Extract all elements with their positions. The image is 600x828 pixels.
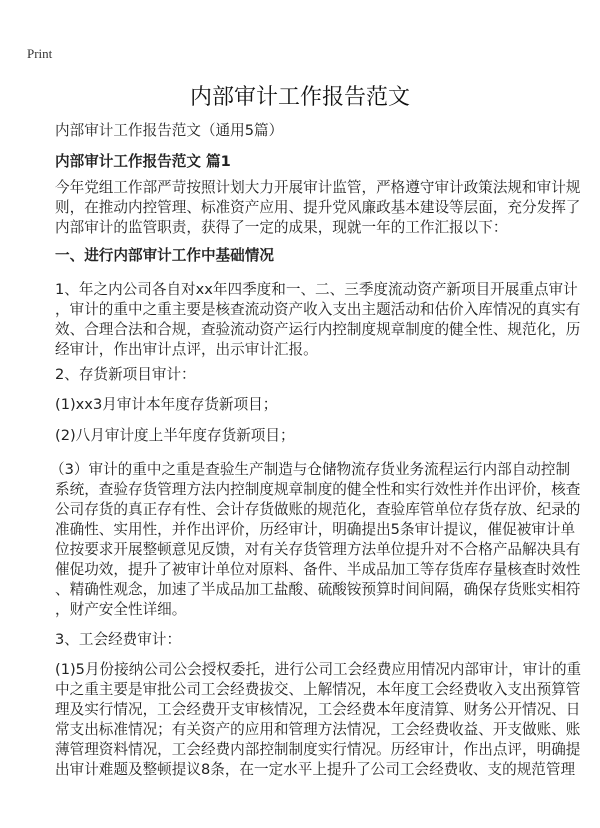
subtitle xyxy=(55,121,555,141)
item2-2 xyxy=(55,426,555,446)
text-line: (1)xx3月审计本年度存货新项目； xyxy=(55,396,278,413)
text-line: 位按要求开展整顿意见反馈，对有关存货管理方法单位提升对不合格产品解决具有 xyxy=(55,541,581,558)
text-line: 内部审计的监管职责，获得了一定的成果，现就一年的工作汇报以下： xyxy=(55,219,508,236)
text-line: 准确性、实用性，并作出评价，历经审计，明确提出5条审计提议，催促被审计单 xyxy=(55,521,576,538)
text-line: 系统，查验存货管理方法内控制度规章制度的健全性和实行效性并作出评价，核查 xyxy=(55,481,581,498)
text-line: 催促功效，提升了被审计单位对原料、备件、半成品加工等存货库存量核查时效性 xyxy=(55,561,581,578)
section-heading-text: 一、进行内部审计工作中基础情况 xyxy=(55,247,274,264)
document-title: 内部审计工作报告范文 xyxy=(189,85,410,110)
text-line: 薄管理资料情况，工会经费内部控制制度实行情况。历经审计，作出点评，明确提 xyxy=(55,741,581,758)
text-line: 1、年之内公司各自对xx年四季度和一、二、三季度流动资产新项目开展重点审计 xyxy=(55,281,578,298)
text-line: 今年党组工作部严苛按照计划大力开展审计监管，严格遵守审计政策法规和审计规 xyxy=(55,179,581,196)
part-heading xyxy=(55,152,555,172)
text-line: 、精确性观念，加速了半成品加工盐酸、硫酸铵预算时间间隔，确保存货账实相符 xyxy=(55,581,581,598)
text-line: 3、工会经费审计： xyxy=(55,631,182,648)
text-line: 理及实行情况，工会经费开支审核情况，工会经费本年度清算、财务公开情况、日 xyxy=(55,701,581,718)
item2-1 xyxy=(55,395,555,415)
item1-paragraph xyxy=(55,280,581,360)
text-line: 则，在推动内控管理、标准资产应用、提升党风廉政基本建设等层面，充分发挥了 xyxy=(55,199,581,216)
item3-1-paragraph xyxy=(55,660,582,780)
text-line: 中之重主要是审批公司工会经费拔交、上解情况，本年度工会经费收入支出预算管 xyxy=(55,681,581,698)
print-link[interactable]: Print xyxy=(27,46,53,61)
text-line: 常支出标准情况；有关资产的应用和管理方法情况，工会经费收益、开支做账、账 xyxy=(55,721,581,738)
text-line: 出审计难题及整顿提议8条，在一定水平上提升了公司工会经费收、支的规范管理 xyxy=(55,761,576,778)
item2-3-paragraph xyxy=(50,460,581,620)
text-line: （3）审计的重中之重是查验生产制造与仓储物流存货业务流程运行内部自动控制 xyxy=(50,461,571,478)
text-line: 经审计，作出审计点评，出示审计汇报。 xyxy=(55,341,318,358)
item2-heading xyxy=(55,365,555,385)
item3-heading xyxy=(55,630,555,650)
text-line: 效、合理合法和合规，查验流动资产运行内控制度规章制度的健全性、规范化，历 xyxy=(55,321,581,338)
intro-paragraph xyxy=(55,178,581,238)
subtitle-text: 内部审计工作报告范文（通用5篇） xyxy=(55,122,284,139)
text-line: 公司存货的真正存有性、会计存货做账的规范化，查验库管单位存货存放、纪录的 xyxy=(55,501,581,518)
part-heading-text: 内部审计工作报告范文 篇1 xyxy=(55,153,231,170)
text-line: (1)5月份接纳公司公会授权委托，进行公司工会经费应用情况内部审计，审计的重 xyxy=(55,661,582,678)
text-line: 2、存货新项目审计： xyxy=(55,366,196,383)
text-line: ，财产安全性详细。 xyxy=(55,601,187,618)
section1-heading xyxy=(55,246,555,266)
text-line: ，审计的重中之重主要是核查流动资产收入支出主题活动和估价入库情况的真实有 xyxy=(55,301,581,318)
text-line: (2)八月审计度上半年度存货新项目； xyxy=(55,427,295,444)
